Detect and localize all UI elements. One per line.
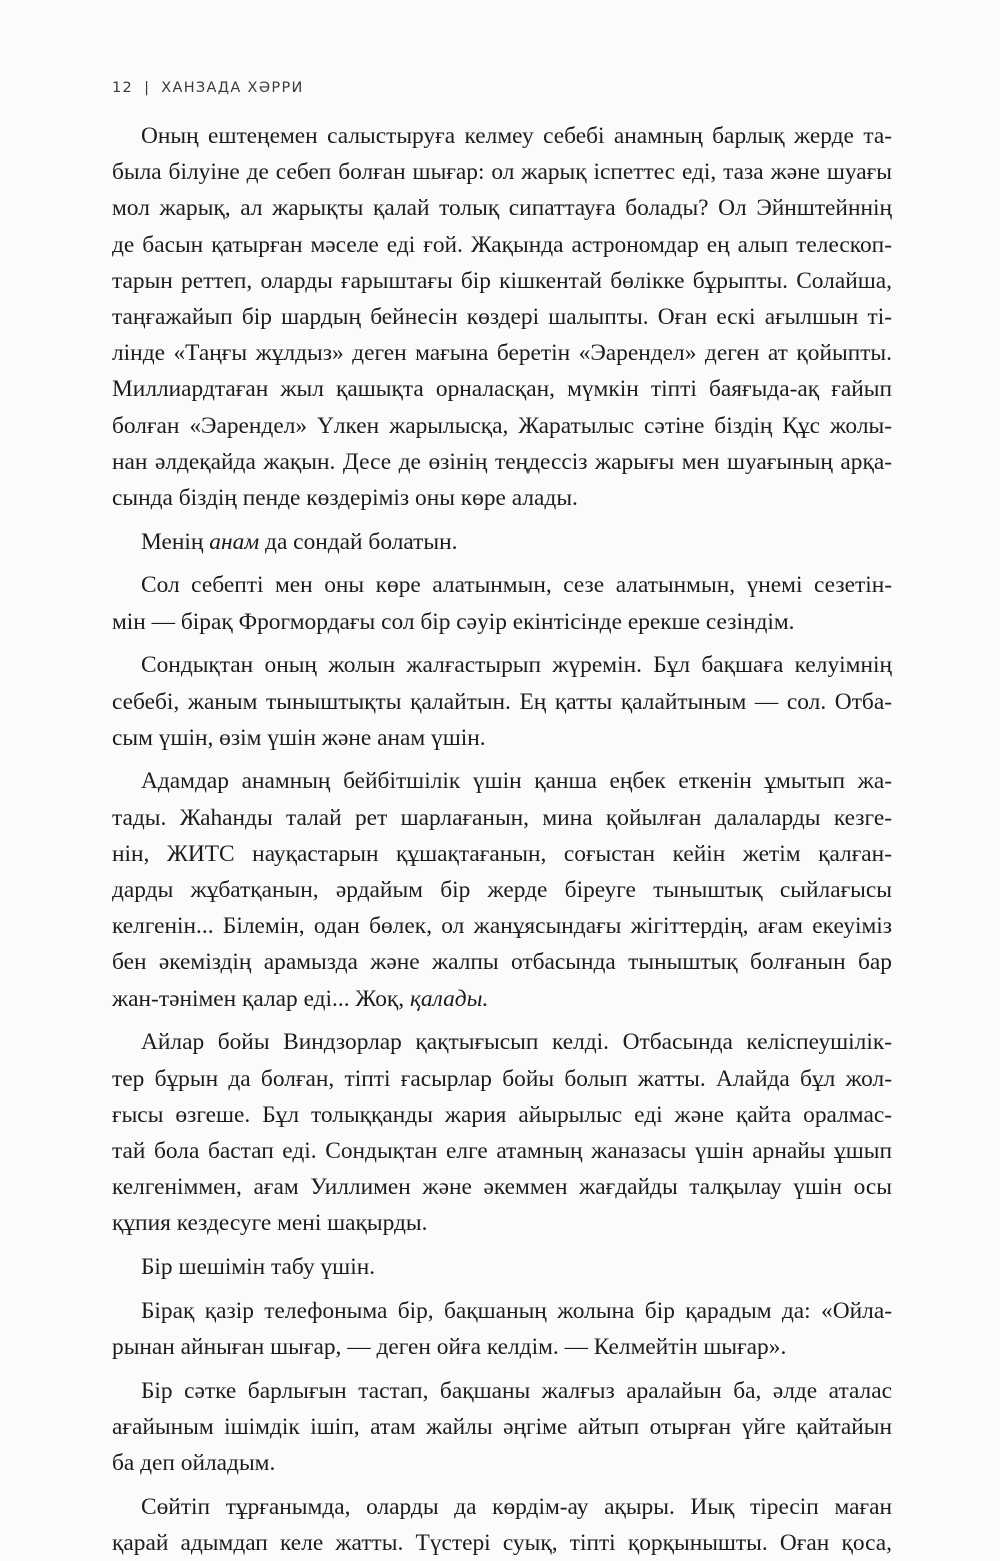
text-line: де басын қатырған мәселе еді ғой. Жақында астрономдар ең алып телескоп- bbox=[112, 231, 892, 258]
text-line: нан әлдеқайда жақын. Десе де өзінің теңдессіз жарығы мен шуағының арқа- bbox=[112, 448, 892, 475]
text-line: тады. Жаһанды талай рет шарлағанын, мина қойылған далаларды кезге- bbox=[112, 804, 892, 831]
paragraph bbox=[112, 1249, 892, 1285]
paragraph bbox=[112, 763, 892, 1016]
running-title: ХАНЗАДА ХӘРРИ bbox=[161, 80, 304, 96]
text-line: тер бұрын да болған, тіпті ғасырлар бойы болып жатты. Алайда бұл жол- bbox=[112, 1065, 892, 1092]
italic-text: қалады. bbox=[409, 985, 489, 1012]
text-line: болған «Эарендел» Үлкен жарылысқа, Жаратылыс сәтіне біздің Құс жолы- bbox=[112, 412, 892, 439]
text-line: Сондықтан оның жолын жалғастырып жүремін. Бұл бақшаға келуімнің bbox=[141, 652, 892, 679]
text-line: мол жарық, ал жарықты қалай толық сипаттауға болады? Ол Эйнштейннің bbox=[112, 195, 892, 222]
text-line: Бір шешімін табу үшін. bbox=[141, 1254, 376, 1281]
text-line: тарын реттеп, оларды ғарыштағы бір кішкентай бөлікке бұрыпты. Солайша, bbox=[112, 267, 892, 294]
text-run: Менің bbox=[141, 528, 210, 555]
paragraph bbox=[112, 118, 892, 516]
text-line: лінде «Таңғы жұлдыз» деген мағына беретін «Эарендел» деген ат қойыпты. bbox=[112, 340, 892, 367]
text-line: мін — бірақ Фрогмордағы сол бір сәуір екінтісінде ерекше сезіндім. bbox=[112, 608, 795, 635]
text-line: сында біздің пенде көздеріміз оны көре алады. bbox=[112, 485, 578, 512]
text-line: келгеніммен, ағам Уиллимен және әкеммен жағдайды талқылау үшін осы bbox=[112, 1174, 892, 1201]
text-line bbox=[112, 981, 892, 1017]
paragraph bbox=[112, 567, 892, 639]
text-line: нін, ЖИТС науқастарын құшақтағанын, соғыстан кейін жетім қалған- bbox=[112, 840, 892, 867]
text-line: ағайыным ішімдік ішіп, атам жайлы әңгіме айтып отырған үйге қайтайын bbox=[112, 1413, 892, 1440]
text-line: Оның ештеңемен салыстыруға келмеу себебі анамның барлық жерде та- bbox=[141, 123, 892, 149]
text-line: таңғажайып бір шардың бейнесін көздері шалыпты. Оған ескі ағылшын ті- bbox=[112, 304, 892, 331]
paragraph bbox=[112, 1373, 892, 1482]
paragraph bbox=[112, 1293, 892, 1365]
text-line: ғысы өзгеше. Бұл толыққанды жария айырылыс еді және қайта оралмас- bbox=[112, 1101, 892, 1128]
paragraph bbox=[112, 647, 892, 756]
text-line: Бір сәтке барлығын тастап, бақшаны жалғыз аралайын ба, әлде аталас bbox=[141, 1377, 892, 1404]
text-line bbox=[112, 524, 892, 560]
paragraph bbox=[112, 1024, 892, 1241]
italic-text: анам bbox=[209, 528, 260, 555]
text-line: ба деп ойладым. bbox=[112, 1450, 276, 1477]
text-line: құпия кездесуге мені шақырды. bbox=[112, 1210, 428, 1237]
header-separator: | bbox=[144, 80, 151, 96]
text-line: қарай адымдап келе жатты. Түстері суық, тіпті қорқынышты. Оған қоса, bbox=[112, 1530, 892, 1557]
text-line: бен әкеміздің арамызда және жалпы отбасында тыныштық болғанын бар bbox=[112, 949, 892, 976]
text-line: была білуіне де себеп болған шығар: ол жарық іспеттес еді, таза және шуағы bbox=[112, 159, 892, 186]
text-line: рынан айныған шығар, — деген ойға келдім. — Келмейтін шығар». bbox=[112, 1334, 787, 1360]
text-line: Сол себепті мен оны көре алатынмын, сезе алатынмын, үнемі сезетін- bbox=[141, 572, 892, 599]
text-line: дарды жұбатқанын, әрдайым бір жерде біреуге тыныштық сыйлағысы bbox=[112, 877, 892, 904]
text-line: тай бола бастап еді. Сондықтан елге атамның жаназасы үшін арнайы ұшып bbox=[112, 1137, 892, 1164]
running-head bbox=[112, 80, 304, 96]
text-run: жан-тәнімен қалар еді... Жоқ, bbox=[112, 985, 410, 1012]
text-line: Сөйтіп тұрғанымда, оларды да көрдім-ау ақыры. Иық тіресіп маған bbox=[141, 1493, 892, 1520]
text-line: сым үшін, өзім үшін және анам үшін. bbox=[112, 724, 486, 751]
text-run: да сондай болатын. bbox=[259, 528, 458, 555]
text-line: Айлар бойы Виндзорлар қақтығысып келді. Отбасында келіспеушілік- bbox=[141, 1029, 892, 1056]
body-text bbox=[112, 118, 892, 1561]
paragraph bbox=[112, 524, 892, 560]
text-line: Миллиардтаған жыл қашықта орналасқан, мүмкін тіпті баяғыда-ақ ғайып bbox=[112, 376, 892, 403]
page-number: 12 bbox=[112, 80, 134, 96]
text-line: Бірақ қазір телефоныма бір, бақшаның жолына бір қарадым да: «Ойла- bbox=[141, 1297, 892, 1324]
paragraph bbox=[112, 1489, 892, 1561]
text-line: себебі, жаным тыныштықты қалайтын. Ең қатты қалайтыным — сол. Отба- bbox=[112, 688, 892, 715]
text-line: келгенін... Білемін, одан бөлек, ол жанұясындағы жігіттердің, ағам екеуіміз bbox=[112, 913, 892, 940]
text-line: Адамдар анамның бейбітшілік үшін қанша еңбек еткенін ұмытып жа- bbox=[141, 768, 892, 795]
